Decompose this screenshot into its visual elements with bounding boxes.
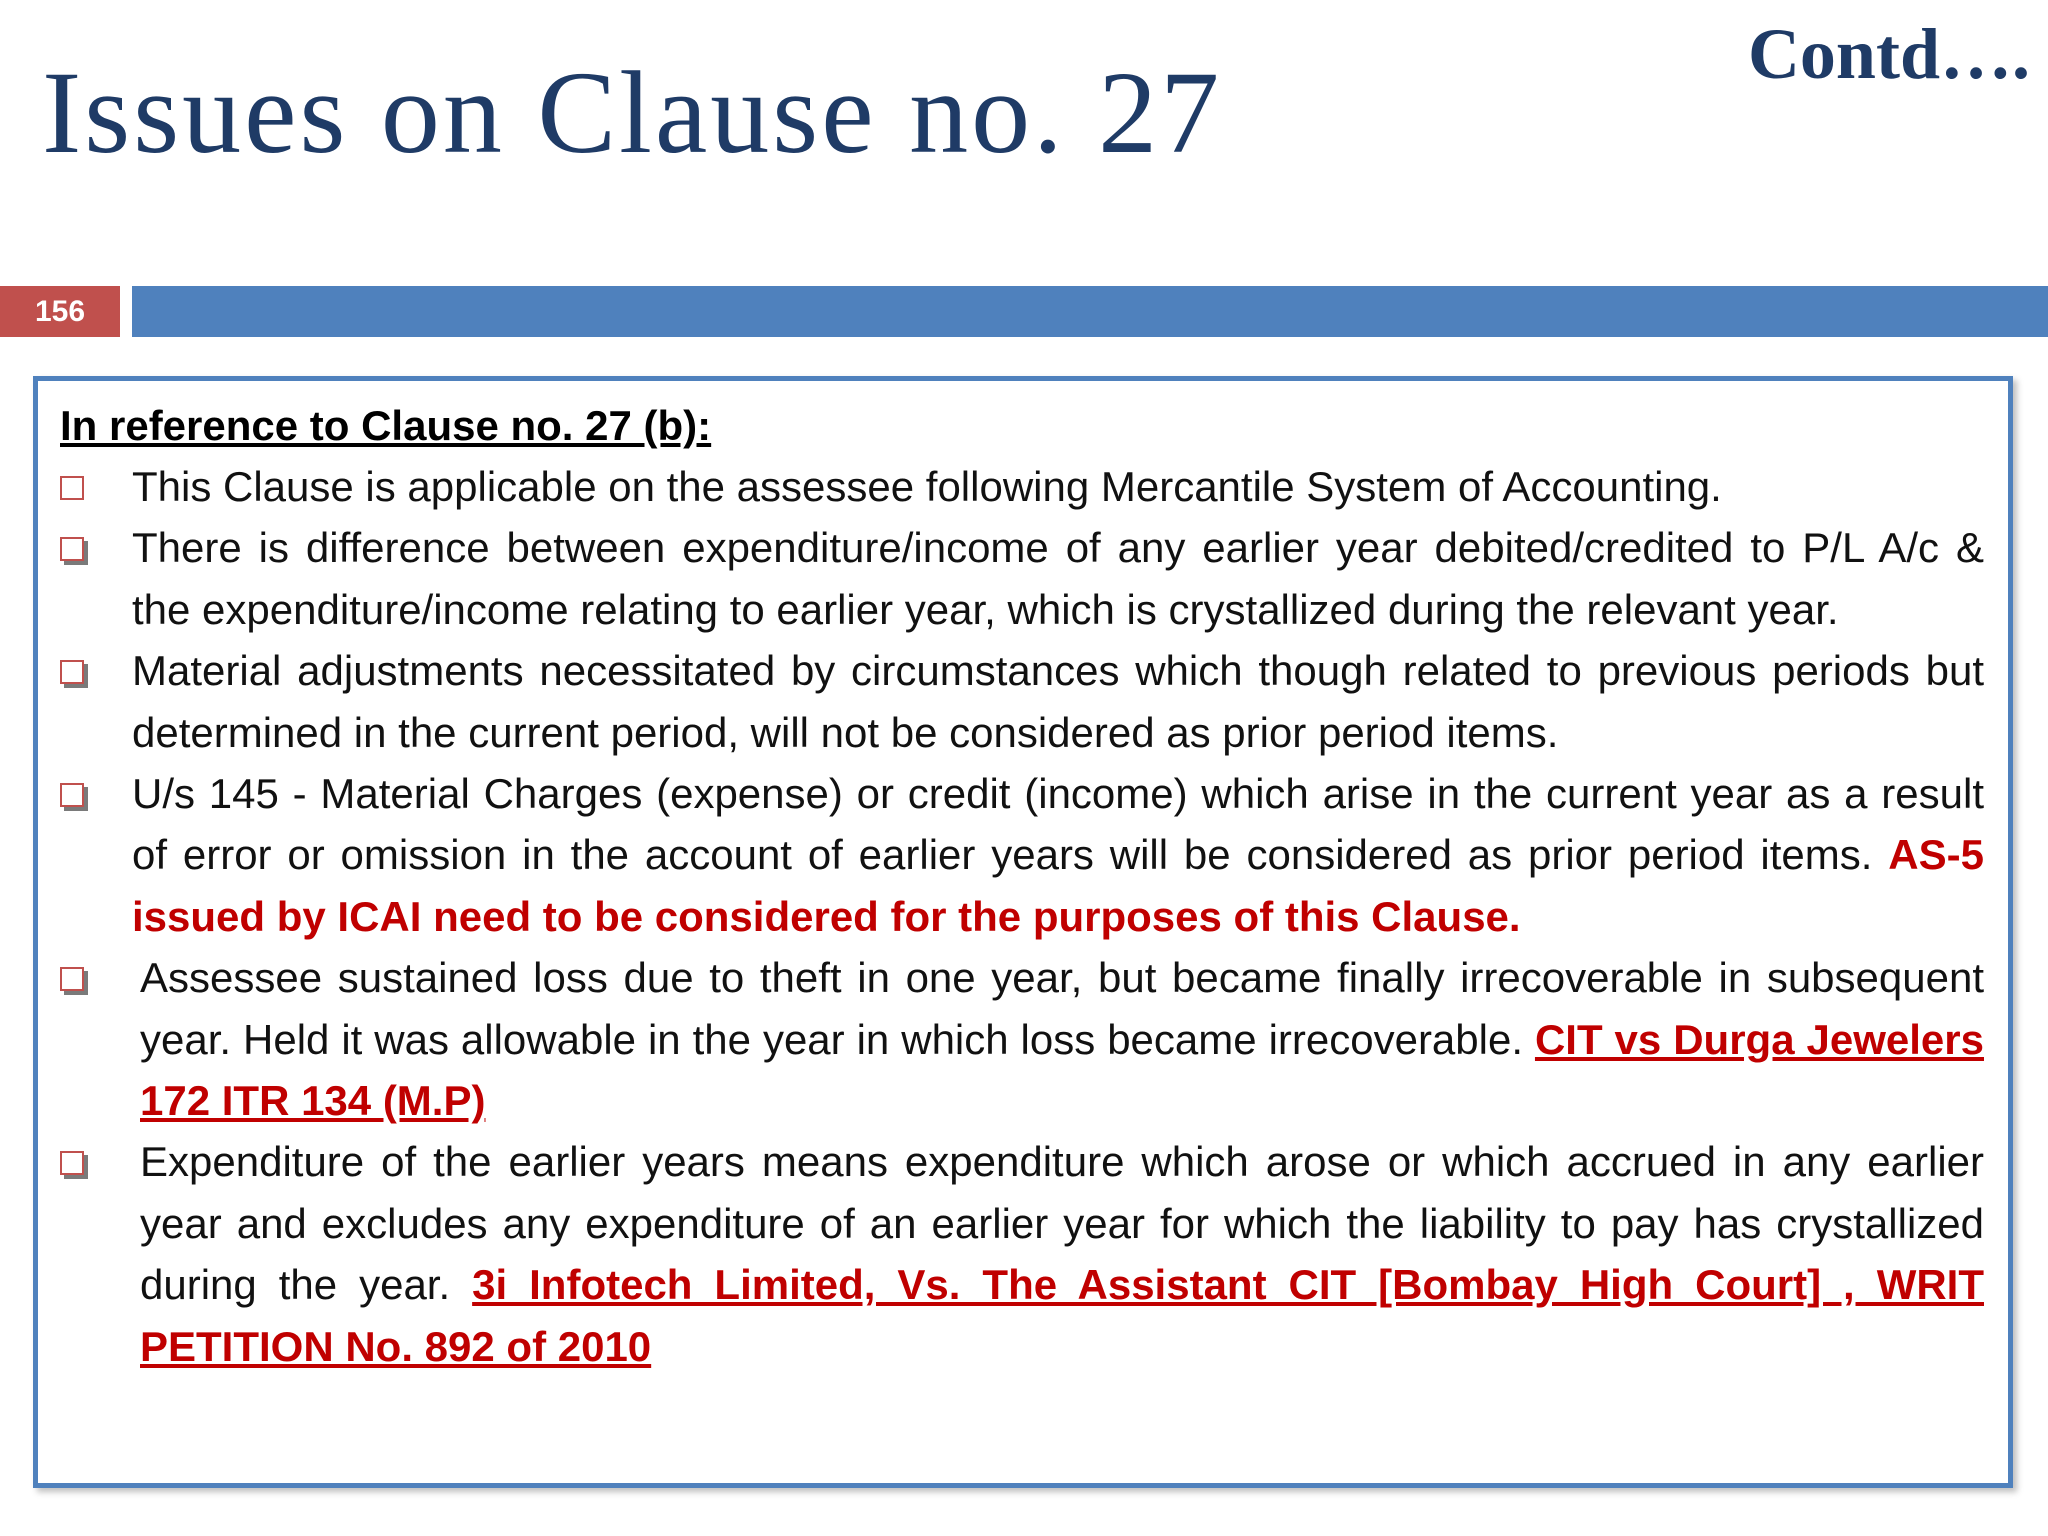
section-heading: In reference to Clause no. 27 (b): — [60, 402, 712, 449]
list-item — [60, 517, 1984, 640]
list-item-body: U/s 145 - Material Charges (expense) or credit (income) which arise in the current year as a result of error or omission in the account of earlier years will be considered as prior period items. — [132, 770, 1984, 879]
list-item-body: Assessee sustained loss due to theft in one year, but became finally irrecoverable in subsequent year. Held it was allowable in the year in which loss became irrecoverable. — [140, 954, 1984, 1063]
list-item-text: Material adjustments necessitated by circumstances which though related to previous periods but determined in the current period, will not be considered as prior period items. — [132, 647, 1984, 756]
square-bullet-icon — [60, 1151, 84, 1175]
highlight-note: AS-5 issued by ICAI need to be considered for the purposes of this Clause. — [132, 831, 1984, 940]
list-item — [60, 1131, 1984, 1377]
square-bullet-icon — [60, 967, 84, 991]
content-box — [33, 376, 2013, 1488]
header-accent-bar — [132, 286, 2048, 337]
slide-number: 156 — [34, 294, 86, 328]
case-citation: 3i Infotech Limited, Vs. The Assistant CIT [Bombay High Court] , WRIT PETITION No. 892 of 2010 — [140, 1261, 1984, 1370]
slide-title: Issues on Clause no. 27 — [42, 47, 1223, 178]
square-bullet-icon — [60, 537, 84, 561]
list-item-text — [140, 1131, 1984, 1377]
list-item-body: Expenditure of the earlier years means expenditure which arose or which accrued in any earlier year and excludes any expenditure of an earlier year for which the liability to pay has crystallized during the year. — [140, 1138, 1984, 1309]
slide-number-badge — [0, 286, 120, 337]
square-bullet-icon — [60, 660, 84, 684]
square-bullet-icon — [60, 476, 84, 500]
list-item — [60, 947, 1984, 1131]
bullet-list — [60, 456, 1984, 1377]
list-item-text — [132, 763, 1984, 947]
list-item — [60, 640, 1984, 763]
list-item — [60, 763, 1984, 947]
square-bullet-icon — [60, 783, 84, 807]
continued-label: Contd…. — [1747, 14, 2030, 94]
list-item-text: There is difference between expenditure/income of any earlier year debited/credited to P/L A/c & the expenditure/income relating to earlier year, which is crystallized during the relevant year. — [132, 524, 1984, 633]
list-item — [60, 456, 1984, 517]
case-citation: CIT vs Durga Jewelers 172 ITR 134 (M.P) — [140, 1015, 1984, 1125]
list-item-text — [140, 947, 1984, 1131]
list-item-text: This Clause is applicable on the assessee following Mercantile System of Accounting. — [132, 463, 1722, 510]
